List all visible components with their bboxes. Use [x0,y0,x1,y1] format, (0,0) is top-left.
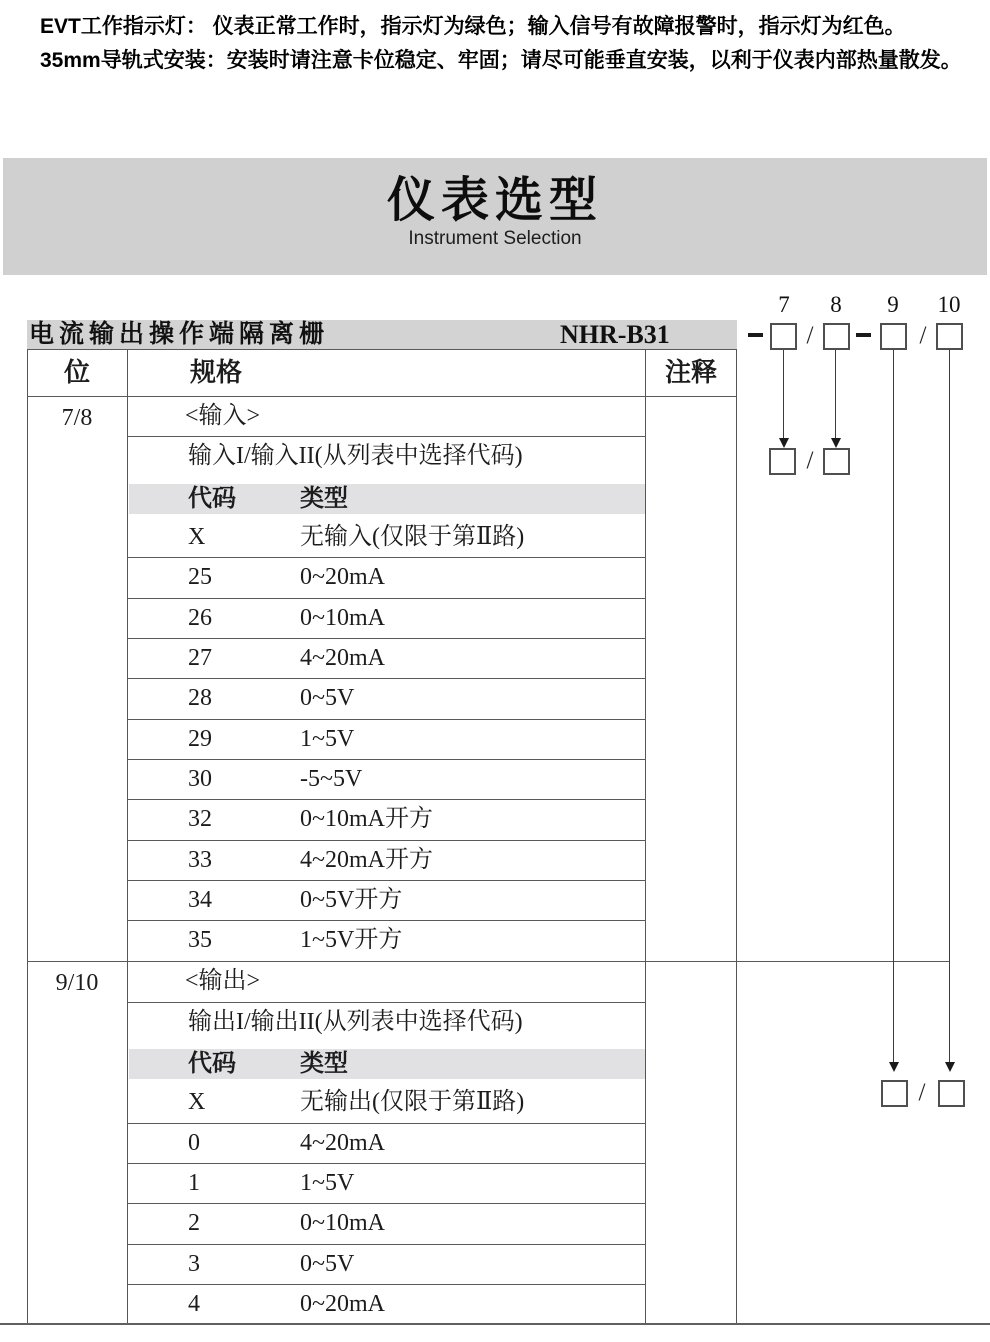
dash-separator [748,333,763,337]
grid-line [127,1203,646,1204]
table-row [128,638,645,678]
order-code-box-10 [936,323,963,350]
arrow-line [893,350,894,1062]
table-row [128,678,645,718]
row-code: 3 [188,1251,200,1277]
row-type: 0~10mA开方 [300,806,433,832]
grid-line [127,1163,646,1164]
row-type: 4~20mA [300,1130,385,1156]
arrow-line [835,350,836,438]
grid-line [127,880,646,881]
dash-separator [856,333,871,337]
col-header-spec: 规格 [190,358,243,387]
row-code: 4 [188,1291,200,1317]
grid-line [736,349,737,1324]
col-header-position: 位 [63,358,90,387]
section-position-label: 7/8 [61,405,93,431]
code-header-code: 代码 [188,1051,236,1077]
row-code: 26 [188,605,212,631]
grid-line [127,840,646,841]
row-code: 34 [188,887,212,913]
arrow-head [889,1062,899,1072]
spec-title: <输入> [185,403,261,429]
arrow-head [945,1062,955,1072]
spec-subtitle-row [128,1002,645,1042]
row-code: 0 [188,1130,200,1156]
code-header-type: 类型 [300,486,348,512]
table-row [128,799,645,839]
order-digit-9: 9 [887,292,899,317]
grid-line [27,349,28,1324]
row-type: 0~5V [300,685,355,711]
row-code: 29 [188,726,212,752]
table-row [128,1203,645,1243]
product-name: 电流输出操作端隔离栅 [29,321,330,348]
table-row [128,517,645,557]
order-code-box-9 [880,323,907,350]
row-type: 1~5V [300,726,355,752]
table-row [128,1163,645,1203]
product-title-band [27,320,737,349]
grid-line [127,719,646,720]
row-type: 无输入(仅限于第Ⅱ路) [300,524,525,550]
table-row [128,557,645,597]
slash-separator: / [918,1079,926,1106]
grid-line [127,1244,646,1245]
row-type: 4~20mA开方 [300,847,433,873]
grid-line [127,1002,646,1003]
banner-title: 仪表选型 [386,174,603,227]
row-code: 30 [188,766,212,792]
arrow-line [783,350,784,438]
order-digit-10: 10 [937,292,961,317]
model-number: NHR-B31 [560,320,670,349]
order-digit-7: 7 [778,292,790,317]
slash-separator: / [806,447,814,474]
row-code: 33 [188,847,212,873]
note-line-2: 35mm导轨式安装：安装时请注意卡位稳定、牢固；请尽可能垂直安装，以利于仪表内部热量散发。 [40,49,962,72]
table-row [128,598,645,638]
grid-line [127,759,646,760]
arrow-head [779,438,789,448]
row-code: 1 [188,1170,200,1196]
grid-line [127,598,646,599]
grid-line [127,920,646,921]
output-code-box-I [881,1080,908,1107]
table-row [128,759,645,799]
row-type: 0~5V开方 [300,887,403,913]
grid-line [27,396,737,397]
code-header-code: 代码 [188,486,236,512]
grid-line [127,799,646,800]
arrow-head [831,438,841,448]
table-row [128,1284,645,1324]
row-code: 27 [188,645,212,671]
row-type: 1~5V [300,1170,355,1196]
grid-line [127,1284,646,1285]
spec-subtitle: 输入I/输入II(从列表中选择代码) [188,443,523,469]
row-type: 无输出(仅限于第Ⅱ路) [300,1089,525,1115]
input-code-box-I [769,448,796,475]
row-type: 0~10mA [300,1210,385,1236]
row-type: 4~20mA [300,645,385,671]
section-banner [3,158,987,275]
code-header-type: 类型 [300,1051,348,1077]
grid-line [127,638,646,639]
slash-separator: / [919,322,927,349]
spec-title-row [128,961,645,1001]
section-divider-line [27,961,950,962]
spec-subtitle: 输出I/输出II(从列表中选择代码) [188,1009,523,1035]
row-code: 25 [188,564,212,590]
order-code-box-8 [823,323,850,350]
spec-title-row [128,396,645,436]
page-bottom-rule [0,1323,990,1325]
row-type: 1~5V开方 [300,927,403,953]
input-code-box-II [823,448,850,475]
row-code: 2 [188,1210,200,1236]
row-code: X [188,524,206,550]
section-position-label: 9/10 [55,970,99,996]
order-digit-8: 8 [830,292,842,317]
table-row [128,1123,645,1163]
grid-line [127,1123,646,1124]
row-type: 0~20mA [300,1291,385,1317]
note-line-1: EVT工作指示灯： 仪表正常工作时，指示灯为绿色；输入信号有故障报警时，指示灯为红色。 [40,15,906,38]
banner-subtitle: Instrument Selection [408,228,582,249]
code-header-row [129,484,646,514]
grid-line [127,678,646,679]
row-code: X [188,1089,206,1115]
grid-line [27,349,737,350]
row-type: 0~5V [300,1251,355,1277]
table-row [128,920,645,960]
row-code: 32 [188,806,212,832]
col-header-notes: 注释 [664,358,717,387]
arrow-line [949,350,950,1062]
slash-separator: / [806,322,814,349]
order-code-box-7 [770,323,797,350]
code-header-row [129,1049,646,1079]
grid-line [127,557,646,558]
table-row [128,719,645,759]
table-row [128,1082,645,1122]
spec-subtitle-row [128,436,645,476]
output-code-box-II [938,1080,965,1107]
grid-line [127,349,128,1324]
table-row [128,840,645,880]
row-type: -5~5V [300,766,363,792]
grid-line [645,349,646,1324]
row-code: 35 [188,927,212,953]
grid-line [127,436,646,437]
table-row [128,880,645,920]
table-row [128,1244,645,1284]
spec-title: <输出> [185,968,261,994]
row-type: 0~20mA [300,564,385,590]
row-type: 0~10mA [300,605,385,631]
row-code: 28 [188,685,212,711]
